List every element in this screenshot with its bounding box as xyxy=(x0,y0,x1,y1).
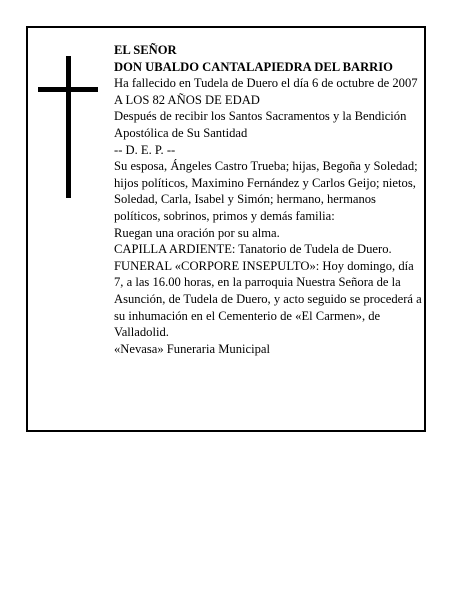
prayer-request: Ruegan una oración por su alma. xyxy=(114,225,280,240)
cross-horizontal-bar xyxy=(38,87,98,92)
death-line: Ha fallecido en Tudela de Duero el día 6 de octubre de 2007 xyxy=(114,76,418,91)
funeral-paragraph: FUNERAL «CORPORE INSEPULTO»: Hoy domingo, día 7, a las 16.00 horas, en la parroquia Nuestra Señora de la Asunción, de Tudela de Duero, y acto seguido se procederá a su inhumación en el Cementerio de «El Carmen», de Valladolid. xyxy=(114,258,422,340)
rip-line: -- D. E. P. -- xyxy=(114,142,176,157)
cross-icon xyxy=(38,56,98,198)
deceased-name: DON UBALDO CANTALAPIEDRA DEL BARRIO xyxy=(114,59,393,74)
age-line: A LOS 82 AÑOS DE EDAD xyxy=(114,92,260,107)
chapel-line: CAPILLA ARDIENTE: Tanatorio de Tudela de Duero. xyxy=(114,242,392,257)
notice-title: EL SEÑOR xyxy=(114,43,177,57)
family-paragraph: Su esposa, Ángeles Castro Trueba; hijas, Begoña y Soledad; hijos políticos, Maximino Fernández y Carlos Geijo; nietos, Soledad, Carla, Isabel y Simón; hermano, hermanos políticos, sobrinos, primos y demás familia: xyxy=(114,159,418,223)
sacraments-line: Después de recibir los Santos Sacramentos y la Bendición Apostólica de Su Santidad xyxy=(114,109,407,140)
funeral-home: «Nevasa» Funeraria Municipal xyxy=(114,341,270,356)
obituary-notice xyxy=(26,26,426,432)
cross-vertical-bar xyxy=(66,56,71,198)
notice-text xyxy=(114,42,424,357)
